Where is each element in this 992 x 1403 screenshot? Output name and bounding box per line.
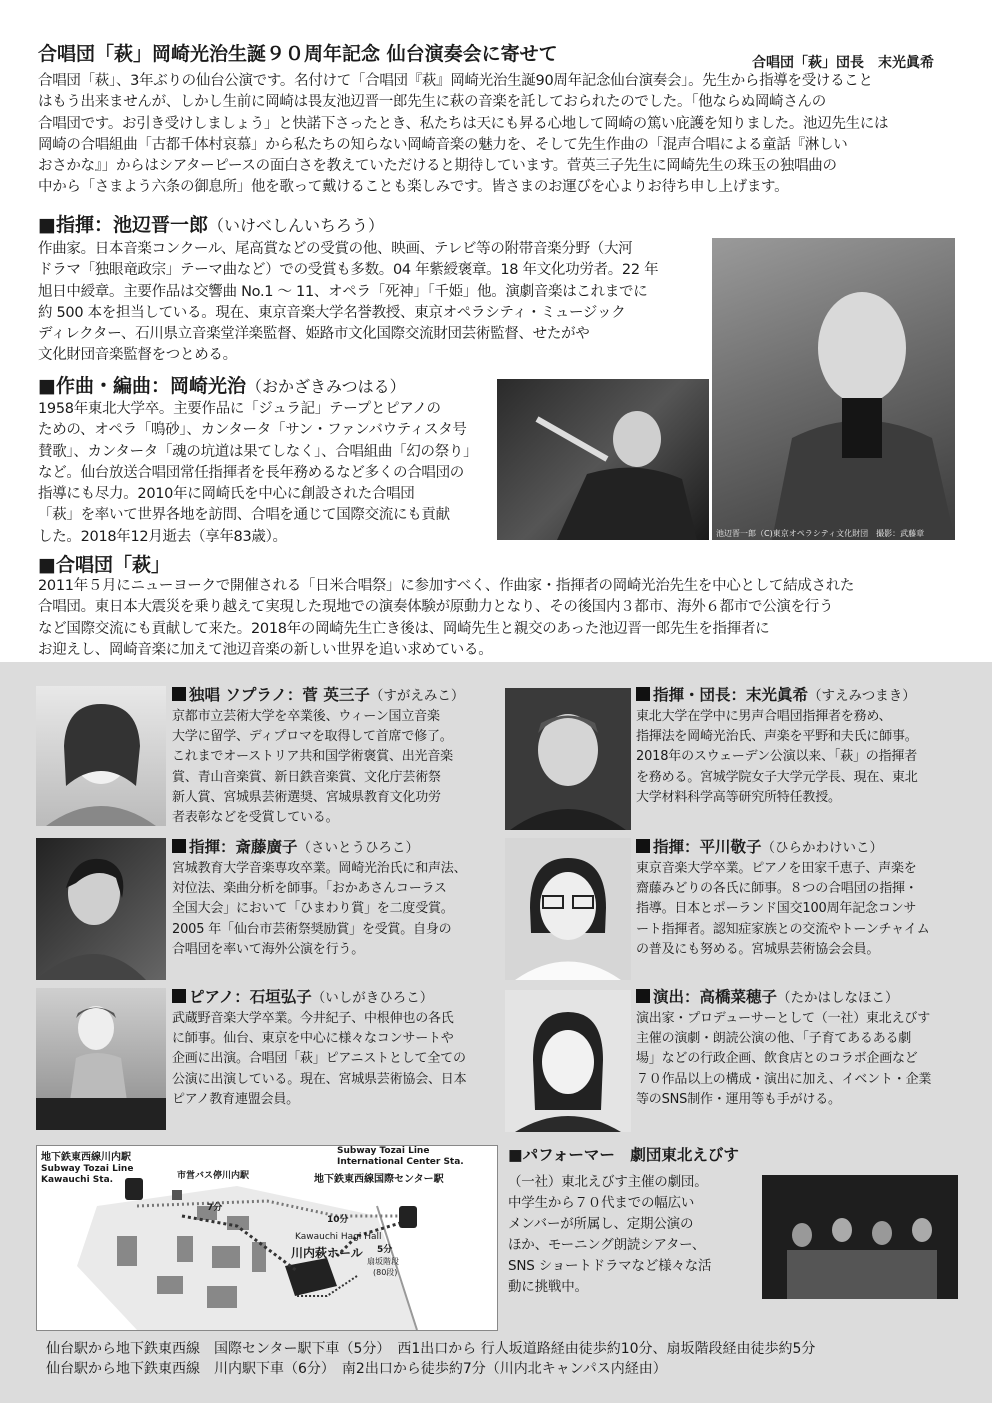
saito-photo (36, 838, 166, 980)
okazaki-photo (497, 379, 709, 540)
intro-body: 合唱団「萩」、3年ぶりの仙台公演です。名付けて「合唱団『萩』岡崎光治生誕90周年記念仙台演奏会」。先生から指導を受けること はもう出来ませんが、しかし生前に岡崎は畏友池辺晋一郎先生に萩の音楽を託しておられたのでした。「他ならぬ岡崎さんの 合唱団です。お引き受けしましょう」と快諾下さったとき、私たちは天にも昇る心地して岡崎の篤い庇護を知りました。池辺先生には 岡崎の合唱組曲「古都千体村哀慕」から私たちの知らない岡崎音楽の魅力を、そして先生作曲の「混声合唱による童話『淋しい おさかな』」からはシアターピースの面白さを教えていただけると期待しています。菅英三子先生に岡崎先生の珠玉の独唱曲の 中から「さまよう六条の御息所」他を歌って戴けることも楽しみです。皆さまのお運びを心よりお待ち申し上げます。 (38, 73, 889, 196)
time-5min: 5分 (377, 1245, 393, 1255)
profile-performer: ■パフォーマー 劇団東北えびす （一社）東北えびす主催の劇団。 中学生から７０代までの幅広い メンバーが所属し、定期公演の ほか、モーニング朗読シアター、 SNS ショートドラマなど様々な活 動に挑戦中。 (508, 1146, 739, 1295)
takahashi-photo (505, 990, 631, 1132)
photo-caption: 池辺晋一郎（C)東京オペラシティ文化財団 撮影：武藤章 (716, 529, 925, 538)
profile-hirakawa: 指揮：平川敬子（ひらかわけいこ） 東京音楽大学卒業。ピアノを田家千恵子、声楽を 齋藤みどりの各氏に師事。８つの合唱団の指揮・ 指導。日本とポーランド国交100周年記念コンサ ート指揮者。認知症家族との交流やトーンチャイム の普及にも努める。宮城県芸術協会会員。 (636, 838, 930, 957)
hall-label-en: Kawauchi Hagi Hall (295, 1232, 382, 1242)
intl-label-en1: Subway Tozai Line (337, 1146, 430, 1156)
stairs-steps: (80段) (373, 1268, 398, 1277)
hall-label-jp: 川内萩ホール (291, 1246, 363, 1260)
profile-saito: 指揮：斎藤廣子（さいとうひろこ） 宮城教育大学音楽専攻卒業。岡崎光治氏に和声法、 対位法、楽曲分析を師事。「おかあさんコーラス 全国大会」において「ひまわり賞」を二度受賞。 2005 年「仙台市芸術祭奨励賞」を受賞。自身の 合唱団を率いて海外公演を行う。 (172, 838, 467, 957)
conductor-body: 作曲家。日本音楽コンクール、尾高賞などの受賞の他、映画、テレビ等の附帯音楽分野（大河 ドラマ「独眼竜政宗」テーマ曲など）での受賞も多数。04 年紫綬褒章。18 年文化功労者。22 年 旭日中綬章。主要作品は交響曲 No.1 ～ 11、オペラ「死神」「千姫」他。演劇音楽はこれまでに 約 500 本を担当している。現在、東京音楽大学名誉教授、東京オペラシティ・ミュージック ディレクター、石川県立音楽堂洋楽監督、姫路市文化国際交流財団芸術監督、せたがや 文化財団音楽監督をつとめる。 (38, 241, 659, 364)
profile-suga: 独唱 ソプラノ：菅 英三子（すがえみこ） 京都市立芸術大学を卒業後、ウィーン国立音楽 大学に留学、ディプロマを取得して首席で修了。 これまでオーストリア共和国学術褒賞、出光音楽 賞、青山音楽賞、新日鉄音楽賞、文化庁芸術祭 新人賞、宮城県芸術選奨、宮城県教育文化功労 者表彰などを受賞している。 (172, 686, 465, 826)
access-map (36, 1145, 498, 1331)
intro-author: 合唱団「萩」団長 末光眞希 (752, 55, 934, 71)
kawauchi-label-en2: Kawauchi Sta. (41, 1175, 114, 1185)
choir-body: 2011年５月にニューヨークで開催される「日米合唱祭」に参加すべく、作曲家・指揮者の岡崎光治先生を中心として結成された 合唱団。東日本大震災を乗り越えて実現した現地での演奏体験が原動力となり、その後国内３都市、海外６都市で公演を行う など国際交流にも貢献して来た。2018年の岡崎先生亡き後は、岡崎先生と親交のあった池辺晋一郎先生を指揮者に お迎えし、岡崎音楽に加えて池辺音楽の新しい世界を追い求めている。 (38, 578, 855, 658)
suga-photo (36, 686, 166, 826)
kawauchi-label-en1: Subway Tozai Line (41, 1164, 134, 1174)
intl-label-jp: 地下鉄東西線国際センター駅 (314, 1174, 444, 1185)
composer-heading: ■作曲・編曲：岡崎光治（おかざきみつはる） (38, 375, 406, 397)
access-info: 仙台駅から地下鉄東西線 国際センター駅下車（5分） 西1出口から 行人坂道路経由徒歩約10分、扇坂階段経由徒歩約5分 仙台駅から地下鉄東西線 川内駅下車（6分） 南2出口から徒歩約7分（川内北キャンパス内経由） (46, 1341, 816, 1377)
stairs-label: 扇坂階段 (367, 1257, 399, 1266)
profile-suemitsu: 指揮・団長：末光眞希（すえみつまき） 東北大学在学中に男声合唱団指揮者を務め、 指揮法を岡崎光治氏、声楽を平野和夫氏に師事。 2018年のスウェーデン公演以来、「萩」の指揮者 を務める。宮城学院女子大学元学長、現在、東北 大学材料科学高等研究所特任教授。 (636, 686, 918, 805)
choir-heading: ■合唱団「萩」 (38, 554, 170, 576)
composer-body: 1958年東北大学卒。主要作品に「ジュラ記」テープとピアノの ための、オペラ「鳴砂」、カンタータ「サン・ファンバウティスタ号 賛歌」、カンタータ「魂の坑道は果てしなく」、合唱組曲「幻の祭り」 など。仙台放送合唱団常任指揮者を長年務めるなど多くの合唱団の 指導にも尽力。2010年に岡崎氏を中心に創設された合唱団 「萩」を率いて世界各地を訪問、合唱を通じて国際交流にも貢献 した。2018年12月逝去（享年83歳）。 (38, 401, 478, 545)
time-10min: 10分 (327, 1215, 349, 1225)
time-7min: 7分 (207, 1203, 223, 1213)
bus-stop-label: 市営バス停川内駅 (177, 1171, 250, 1181)
performer-photo (762, 1175, 958, 1299)
hirakawa-photo (505, 838, 631, 980)
ishigaki-photo (36, 988, 166, 1130)
intro-title: 合唱団「萩」岡崎光治生誕９０周年記念 仙台演奏会に寄せて (38, 43, 558, 65)
ikebe-photo (712, 238, 955, 540)
kawauchi-label-jp: 地下鉄東西線川内駅 (41, 1152, 131, 1163)
profile-ishigaki: ピアノ：石垣弘子（いしがきひろこ） 武蔵野音楽大学卒業。今井紀子、中根伸也の各氏 に師事。仙台、東京を中心に様々なコンサートや 企画に出演。合唱団「萩」ピアニストとして全ての 公演に出演している。現在、宮城県芸術協会、日本 ピアノ教育連盟会員。 (172, 988, 467, 1107)
profile-takahashi: 演出：高橋菜穂子（たかはしなほこ） 演出家・プロデューサーとして（一社）東北えびす 主催の演劇・朗読公演の他、「子育てあるある劇 場」などの行政企画、飲食店とのコラボ企画など ７０作品以上の構成・演出に加え、イベント・企業 等のSNS制作・運用等も手がける。 (636, 988, 932, 1107)
suemitsu-photo (505, 688, 631, 830)
conductor-heading: ■指揮：池辺晋一郎（いけべしんいちろう） (38, 214, 384, 236)
intl-label-en2: International Center Sta. (337, 1157, 464, 1167)
